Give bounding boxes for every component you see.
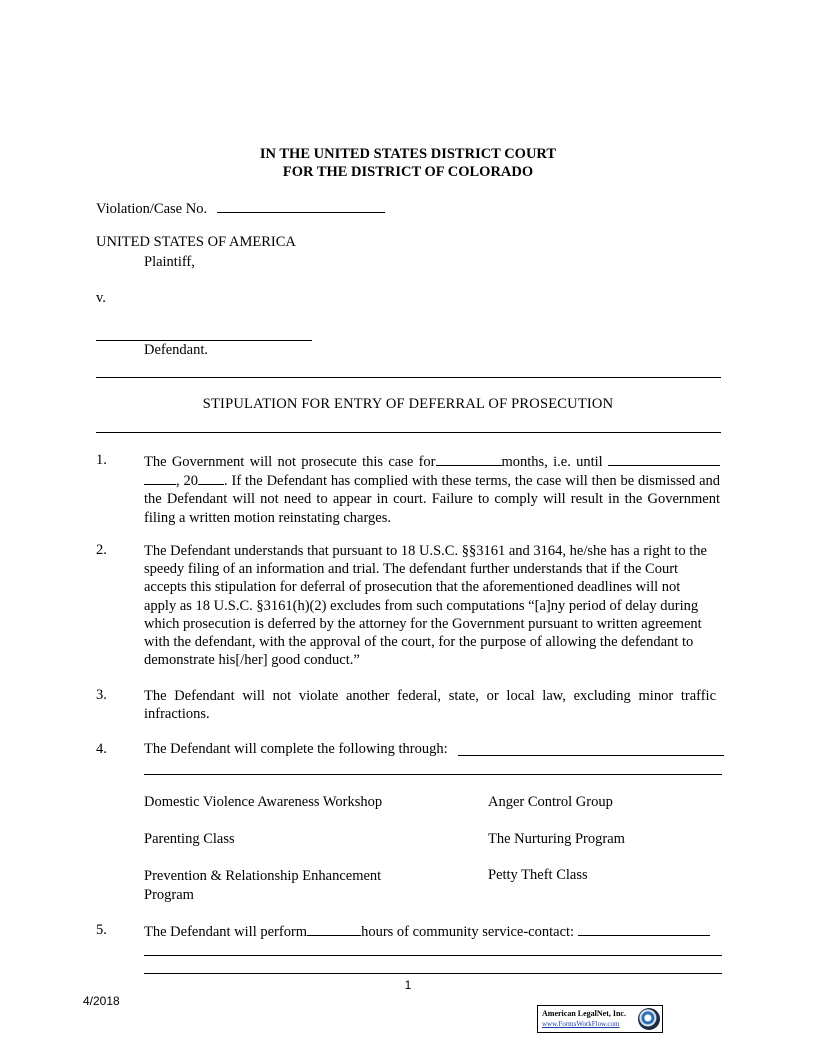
service-contact-field-3[interactable]: [144, 973, 722, 974]
program-prevention[interactable]: [144, 867, 381, 905]
item-number-3: 3.: [96, 687, 107, 703]
service-hours-field[interactable]: [307, 922, 361, 936]
item-5-text: [144, 922, 710, 941]
logo-url-link[interactable]: www.FormsWorkFlow.com: [542, 1020, 620, 1028]
page-number: 1: [404, 978, 412, 992]
item-1-text-c: , 20: [176, 473, 198, 490]
court-name-line2: FOR THE DISTRICT OF COLORADO: [282, 164, 534, 180]
case-number-field[interactable]: [217, 199, 385, 213]
versus-label: v.: [96, 290, 106, 306]
item-4-provider-field[interactable]: [458, 755, 724, 756]
item-number-4: 4.: [96, 741, 107, 757]
program-nurturing[interactable]: The Nurturing Program: [488, 831, 625, 847]
plaintiff-name: UNITED STATES OF AMERICA: [96, 234, 296, 250]
item-number-1: 1.: [96, 452, 107, 468]
item-1-text-b: months, i.e. until: [501, 454, 603, 470]
item-5-text-b: hours of community service-contact:: [361, 924, 575, 940]
item-5-text-a: The Defendant will perform: [144, 924, 308, 940]
case-number-row: [96, 199, 385, 218]
item-1-text: [144, 452, 720, 527]
item-1-text-a: The Government will not prosecute this case for: [144, 454, 436, 470]
globe-icon: [638, 1008, 660, 1030]
item-4-provider-field-2[interactable]: [144, 774, 722, 775]
logo-name: American LegalNet, Inc.: [542, 1009, 626, 1018]
item-2-text: The Defendant understands that pursuant to 18 U.S.C. §§3161 and 3164, he/she has a right to the speedy filing of an information and trial. The defendant further understands that if the Court accepts this stipulation for deferral of prosecution that the aforementioned deadlines will not apply as 18 U.S.C. §3161(h)(2) excludes from such computations “[a]ny period of delay during which prosecution is deferred by the attorney for the Government pursuant to written agreement with the defendant, with the approval of the court, for the purpose of allowing the defendant to demonstrate his[/her] good conduct.”: [144, 543, 707, 669]
until-year-field[interactable]: [198, 471, 224, 485]
legalnet-logo[interactable]: [537, 1005, 663, 1033]
document-title: STIPULATION FOR ENTRY OF DEFERRAL OF PROSECUTION: [202, 396, 614, 412]
court-name-line1: IN THE UNITED STATES DISTRICT COURT: [259, 146, 557, 162]
until-date-field[interactable]: [608, 452, 720, 466]
title-bottom-rule: [96, 432, 721, 433]
program-parenting[interactable]: Parenting Class: [144, 831, 235, 847]
until-day-field[interactable]: [144, 471, 176, 485]
months-field[interactable]: [436, 452, 502, 466]
plaintiff-role: Plaintiff,: [144, 254, 195, 270]
program-petty-theft[interactable]: Petty Theft Class: [488, 867, 588, 883]
service-contact-field-2[interactable]: [144, 955, 722, 956]
item-1-text-d: . If the Defendant has complied with these terms, the case will then be dismissed and the Defendant will not need to appear in court. Failure to comply will result in the Government filing a written motion reinstating charges.: [144, 473, 721, 526]
item-4-text: The Defendant will complete the following through:: [144, 741, 448, 757]
item-3-text: The Defendant will not violate another federal, state, or local law, excluding minor traffic infractions.: [144, 688, 716, 723]
program-domestic-violence[interactable]: Domestic Violence Awareness Workshop: [144, 794, 383, 810]
program-anger-control[interactable]: Anger Control Group: [488, 794, 613, 810]
item-number-5: 5.: [96, 922, 107, 938]
title-top-rule: [96, 377, 721, 378]
defendant-role: Defendant.: [144, 342, 209, 358]
service-contact-field[interactable]: [578, 922, 710, 936]
item-number-2: 2.: [96, 542, 107, 558]
defendant-name-field[interactable]: [96, 340, 312, 341]
revision-date: 4/2018: [83, 994, 120, 1008]
program-prevention-line1: Prevention & Relationship Enhancement: [144, 868, 382, 884]
case-number-label: Violation/Case No.: [96, 201, 208, 217]
program-prevention-line2: Program: [144, 887, 194, 903]
